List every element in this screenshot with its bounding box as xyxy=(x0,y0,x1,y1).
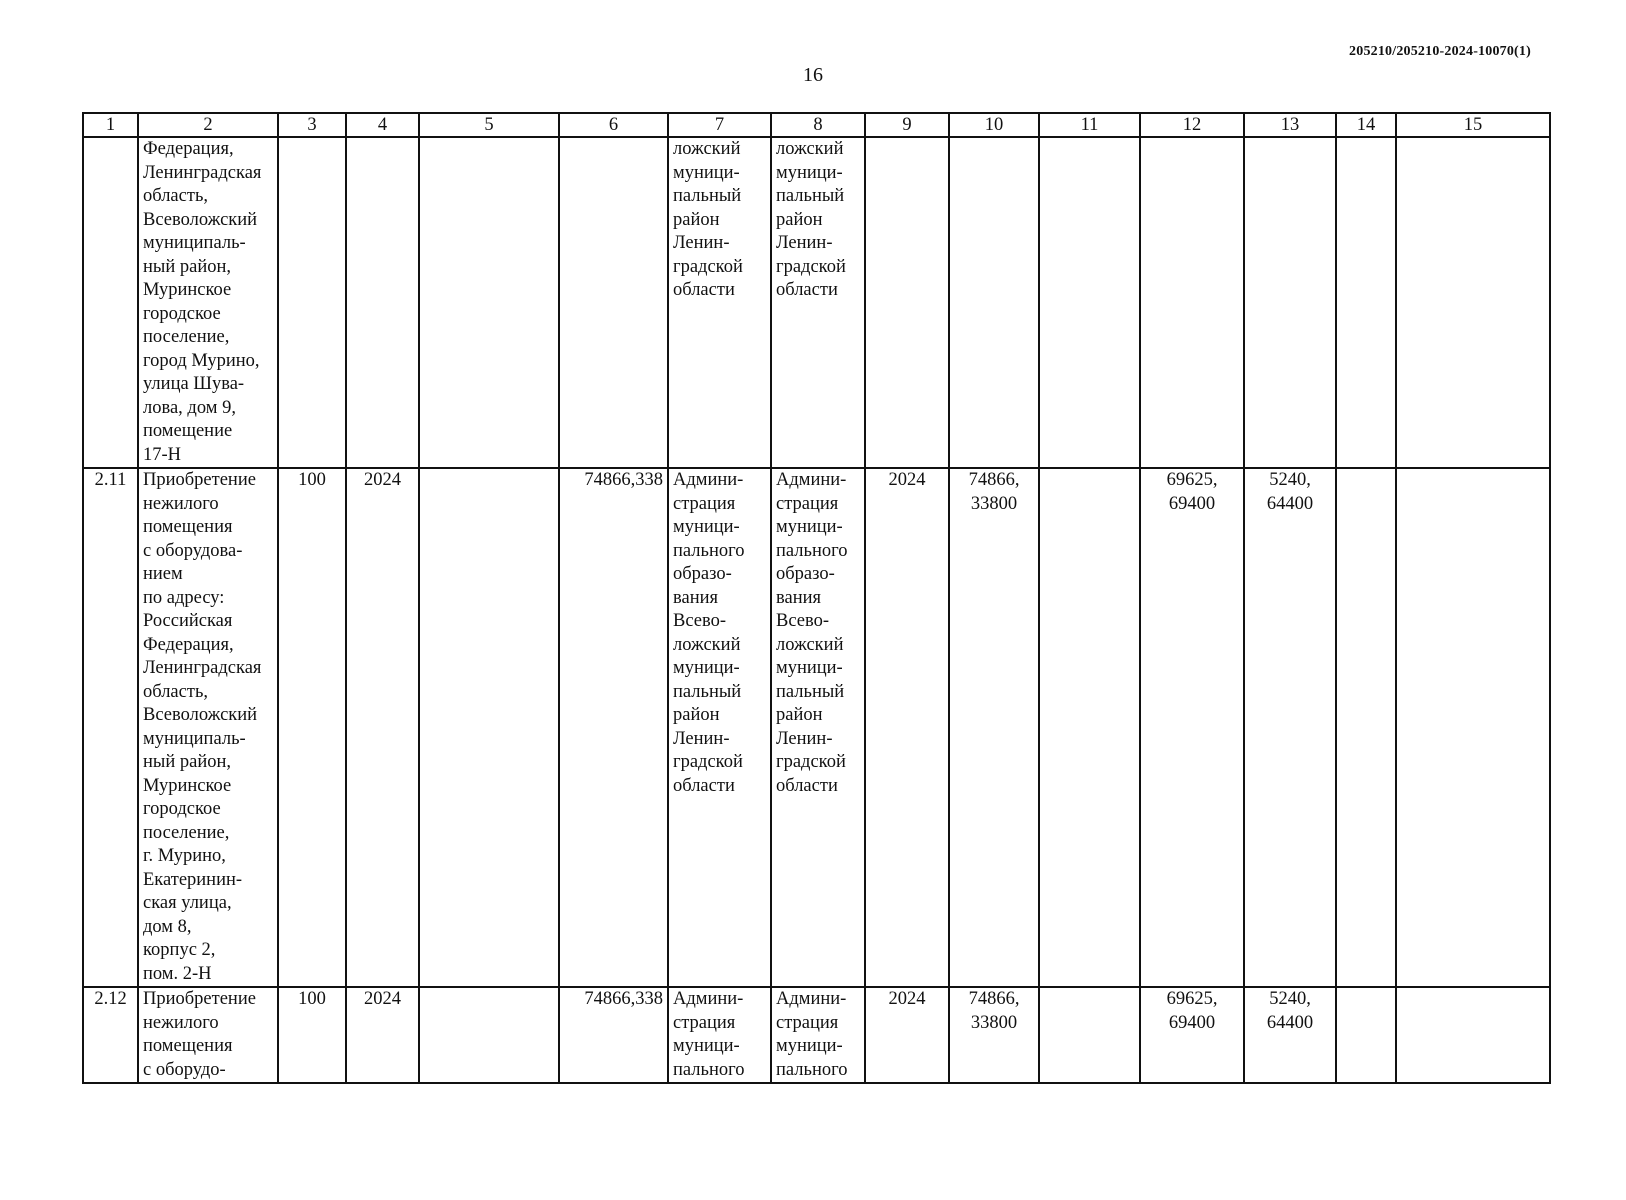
table-cell xyxy=(1336,468,1396,987)
column-number-cell: 7 xyxy=(668,113,771,137)
table-cell xyxy=(346,137,419,468)
customer-cell: ложский муници- пальный район Ленин- градской области xyxy=(771,137,865,468)
table-cell xyxy=(1140,137,1244,468)
amount-cell: 5240, 64400 xyxy=(1244,987,1336,1083)
capacity-cell: 100 xyxy=(278,468,346,987)
column-number-cell: 9 xyxy=(865,113,949,137)
amount-cell: 5240, 64400 xyxy=(1244,468,1336,987)
object-name-cell: Приобретение нежилого помещения с оборудова- нием по адресу: Российская Федерация, Ленинградская область, Всеволожский муниципаль- ный район, Муринское городское поселение, г. Мурино, Екатеринин- ская улица, дом 8, корпус 2, пом. 2-Н xyxy=(138,468,278,987)
table-cell xyxy=(1039,987,1140,1083)
year-cell: 2024 xyxy=(865,987,949,1083)
column-number-cell: 10 xyxy=(949,113,1039,137)
column-number-cell: 8 xyxy=(771,113,865,137)
table-cell xyxy=(1396,468,1550,987)
column-number-cell: 2 xyxy=(138,113,278,137)
table-row xyxy=(83,987,1550,1083)
table-cell xyxy=(949,137,1039,468)
column-number-cell: 12 xyxy=(1140,113,1244,137)
table-cell xyxy=(1396,987,1550,1083)
document-registration-number: 205210/205210-2024-10070(1) xyxy=(1349,44,1531,59)
responsible-body-cell: Админи- страция муници- пального образо- вания Всево- ложский муници- пальный район Ленин- градской области xyxy=(668,468,771,987)
column-number-cell: 5 xyxy=(419,113,559,137)
total-amount-cell: 74866, 33800 xyxy=(949,468,1039,987)
table-cell xyxy=(865,137,949,468)
page-number: 16 xyxy=(803,64,823,86)
table-cell xyxy=(419,987,559,1083)
customer-cell: Админи- страция муници- пального образо- вания Всево- ложский муници- пальный район Ленин- градской области xyxy=(771,468,865,987)
table-cell xyxy=(419,468,559,987)
table-cell xyxy=(1336,987,1396,1083)
investment-objects-table xyxy=(82,112,1551,1084)
table-cell xyxy=(559,137,668,468)
column-number-cell: 3 xyxy=(278,113,346,137)
year-cell: 2024 xyxy=(346,987,419,1083)
customer-cell: Админи- страция муници- пального xyxy=(771,987,865,1083)
amount-cell: 69625, 69400 xyxy=(1140,987,1244,1083)
column-number-cell: 14 xyxy=(1336,113,1396,137)
year-cell: 2024 xyxy=(865,468,949,987)
column-number-cell: 15 xyxy=(1396,113,1550,137)
table-cell xyxy=(1244,137,1336,468)
row-index-cell xyxy=(83,137,138,468)
estimated-cost-cell: 74866,338 xyxy=(559,468,668,987)
capacity-cell: 100 xyxy=(278,987,346,1083)
table-cell xyxy=(419,137,559,468)
column-number-cell: 1 xyxy=(83,113,138,137)
column-number-cell: 6 xyxy=(559,113,668,137)
total-amount-cell: 74866, 33800 xyxy=(949,987,1039,1083)
column-number-header-row xyxy=(83,113,1550,137)
estimated-cost-cell: 74866,338 xyxy=(559,987,668,1083)
responsible-body-cell: Админи- страция муници- пального xyxy=(668,987,771,1083)
row-index-cell: 2.12 xyxy=(83,987,138,1083)
table-cell xyxy=(1336,137,1396,468)
year-cell: 2024 xyxy=(346,468,419,987)
column-number-cell: 11 xyxy=(1039,113,1140,137)
object-name-cell: Федерация, Ленинградская область, Всеволожский муниципаль- ный район, Муринское городское поселение, город Мурино, улица Шува- лова, дом 9, помещение 17-Н xyxy=(138,137,278,468)
table-cell xyxy=(1039,137,1140,468)
table-row xyxy=(83,137,1550,468)
column-number-cell: 4 xyxy=(346,113,419,137)
amount-cell: 69625, 69400 xyxy=(1140,468,1244,987)
table-cell xyxy=(278,137,346,468)
table-row xyxy=(83,468,1550,987)
table-cell xyxy=(1039,468,1140,987)
responsible-body-cell: ложский муници- пальный район Ленин- градской области xyxy=(668,137,771,468)
table-cell xyxy=(1396,137,1550,468)
object-name-cell: Приобретение нежилого помещения с оборудо- xyxy=(138,987,278,1083)
row-index-cell: 2.11 xyxy=(83,468,138,987)
column-number-cell: 13 xyxy=(1244,113,1336,137)
